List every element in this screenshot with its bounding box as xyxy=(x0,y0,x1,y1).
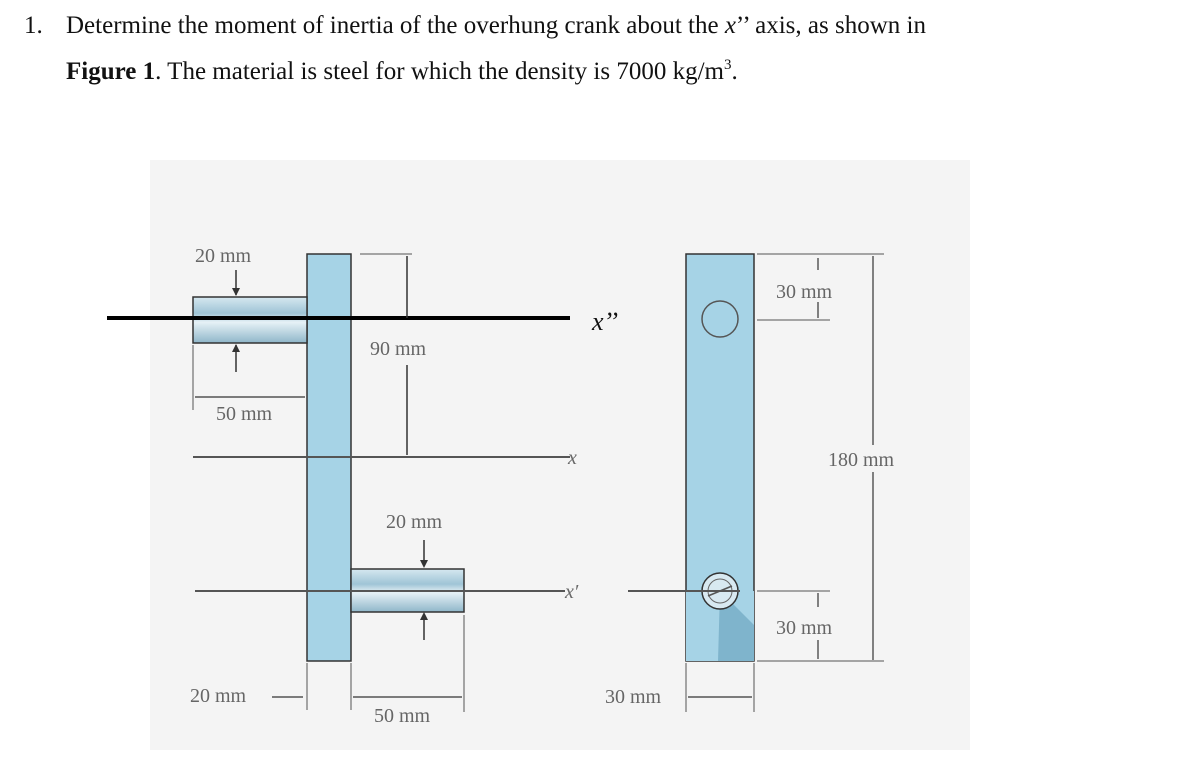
dim-top-offset: 30 mm xyxy=(776,281,833,303)
dim-bottom-left: 20 mm xyxy=(190,685,247,707)
axis-x-label: x xyxy=(568,447,577,469)
axis-x-double-prime-label: x’’ xyxy=(592,307,618,336)
problem-text-part2: axis, as shown in xyxy=(748,12,926,39)
dim-bottom-offset: 30 mm xyxy=(776,617,833,639)
density-exponent: 3 xyxy=(724,57,732,73)
axis-x-prime-label: x′ xyxy=(565,581,579,603)
dim-bottom-pin-length: 50 mm xyxy=(374,705,431,727)
axis-symbol: x xyxy=(724,12,736,39)
dim-arm-height: 90 mm xyxy=(370,338,427,360)
dim-total-height: 180 mm xyxy=(828,449,895,471)
dim-top-pin-length: 50 mm xyxy=(216,403,273,425)
problem-text-part3: . The material is steel for which the density is 7000 kg/m xyxy=(155,58,724,85)
dim-plate-width: 30 mm xyxy=(605,686,662,708)
problem-text-part1: Determine the moment of inertia of the overhung crank about the xyxy=(66,12,725,39)
dim-bottom-pin-dia: 20 mm xyxy=(386,511,443,533)
figure-reference: Figure 1 xyxy=(66,58,156,85)
dim-top-left: 20 mm xyxy=(195,245,252,267)
problem-number: 1. xyxy=(24,12,43,39)
problem-text-end: . xyxy=(731,58,738,85)
axis-primes: ’’ xyxy=(735,12,749,39)
